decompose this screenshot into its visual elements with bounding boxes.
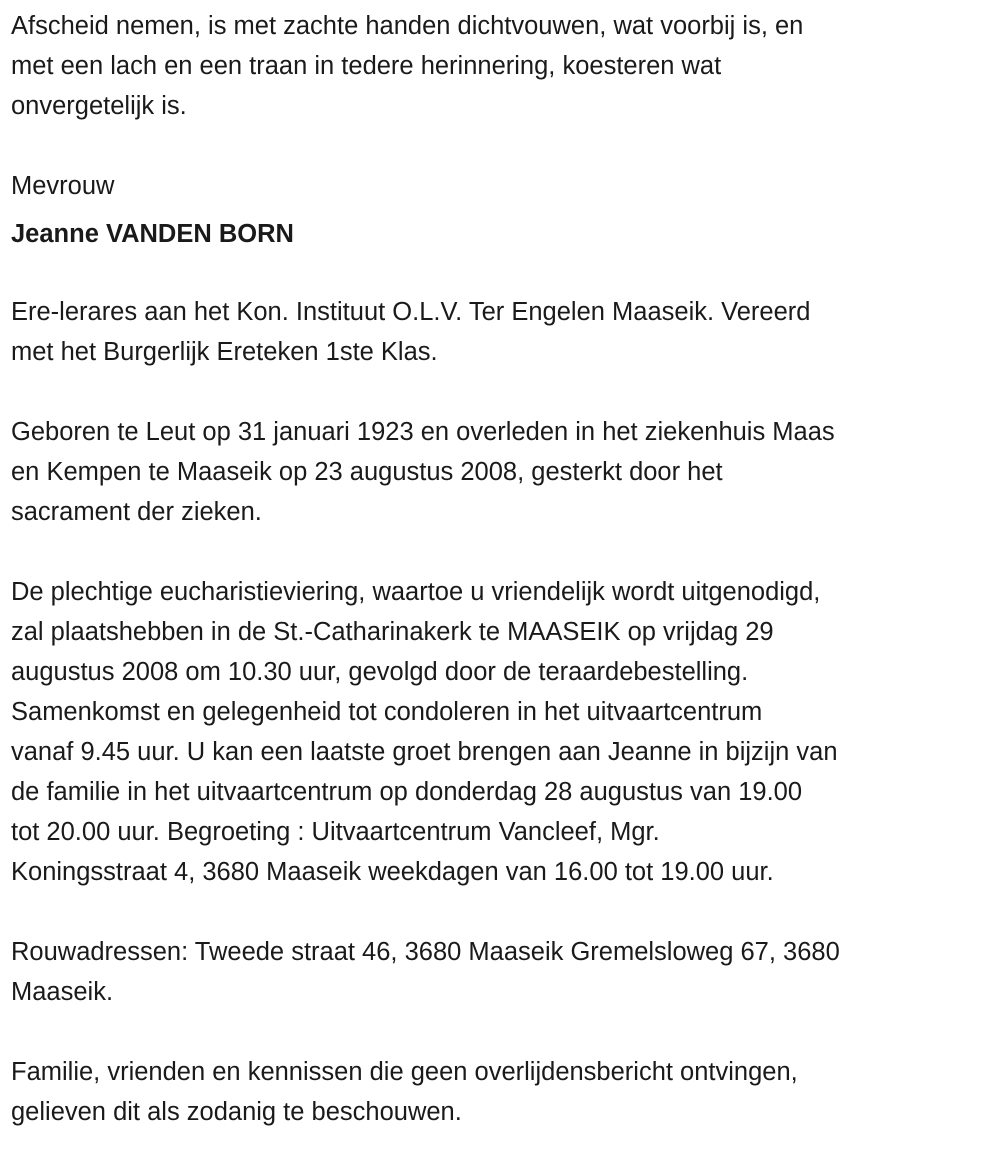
paragraph-birth-death (11, 412, 1000, 532)
text-line: de familie in het uitvaartcentrum op donderdag 28 augustus van 19.00 (11, 778, 803, 806)
text-line: Koningsstraat 4, 3680 Maaseik weekdagen van 16.00 tot 19.00 uur. (11, 858, 774, 886)
text-line: Maaseik. (11, 978, 114, 1006)
text-line: zal plaatshebben in de St.-Catharinakerk te MAASEIK op vrijdag 29 (11, 618, 774, 646)
text-line: vanaf 9.45 uur. U kan een laatste groet brengen aan Jeanne in bijzijn van (11, 738, 838, 766)
deceased-name: Jeanne VANDEN BORN (11, 220, 294, 248)
poem-line: Afscheid nemen, is met zachte handen dichtvouwen, wat voorbij is, en (11, 12, 804, 40)
poem (11, 6, 1000, 126)
paragraph-funeral (11, 572, 1000, 892)
poem-line: met een lach en een traan in tedere herinnering, koesteren wat (11, 52, 722, 80)
text-line: Samenkomst en gelegenheid tot condoleren in het uitvaartcentrum (11, 698, 763, 726)
text-line: sacrament der zieken. (11, 498, 262, 526)
text-line: Ere-lerares aan het Kon. Instituut O.L.V. Ter Engelen Maaseik. Vereerd (11, 298, 811, 326)
poem-line: onvergetelijk is. (11, 92, 187, 120)
obituary-document (11, 6, 1000, 1132)
text-line: Rouwadressen: Tweede straat 46, 3680 Maaseik Gremelsloweg 67, 3680 (11, 938, 840, 966)
text-line: De plechtige eucharistieviering, waartoe u vriendelijk wordt uitgenodigd, (11, 578, 821, 606)
text-line: gelieven dit als zodanig te beschouwen. (11, 1098, 462, 1126)
text-line: Geboren te Leut op 31 januari 1923 en overleden in het ziekenhuis Maas (11, 418, 835, 446)
paragraph-addresses (11, 932, 1000, 1012)
text-line: met het Burgerlijk Ereteken 1ste Klas. (11, 338, 438, 366)
text-line: augustus 2008 om 10.30 uur, gevolgd door de teraardebestelling. (11, 658, 749, 686)
text-line: Familie, vrienden en kennissen die geen overlijdensbericht ontvingen, (11, 1058, 798, 1086)
text-line: en Kempen te Maaseik op 23 augustus 2008, gesterkt door het (11, 458, 723, 486)
text-line: tot 20.00 uur. Begroeting : Uitvaartcentrum Vancleef, Mgr. (11, 818, 660, 846)
salutation: Mevrouw (11, 172, 115, 200)
paragraph-notice (11, 1052, 1000, 1132)
paragraph-career (11, 292, 1000, 372)
